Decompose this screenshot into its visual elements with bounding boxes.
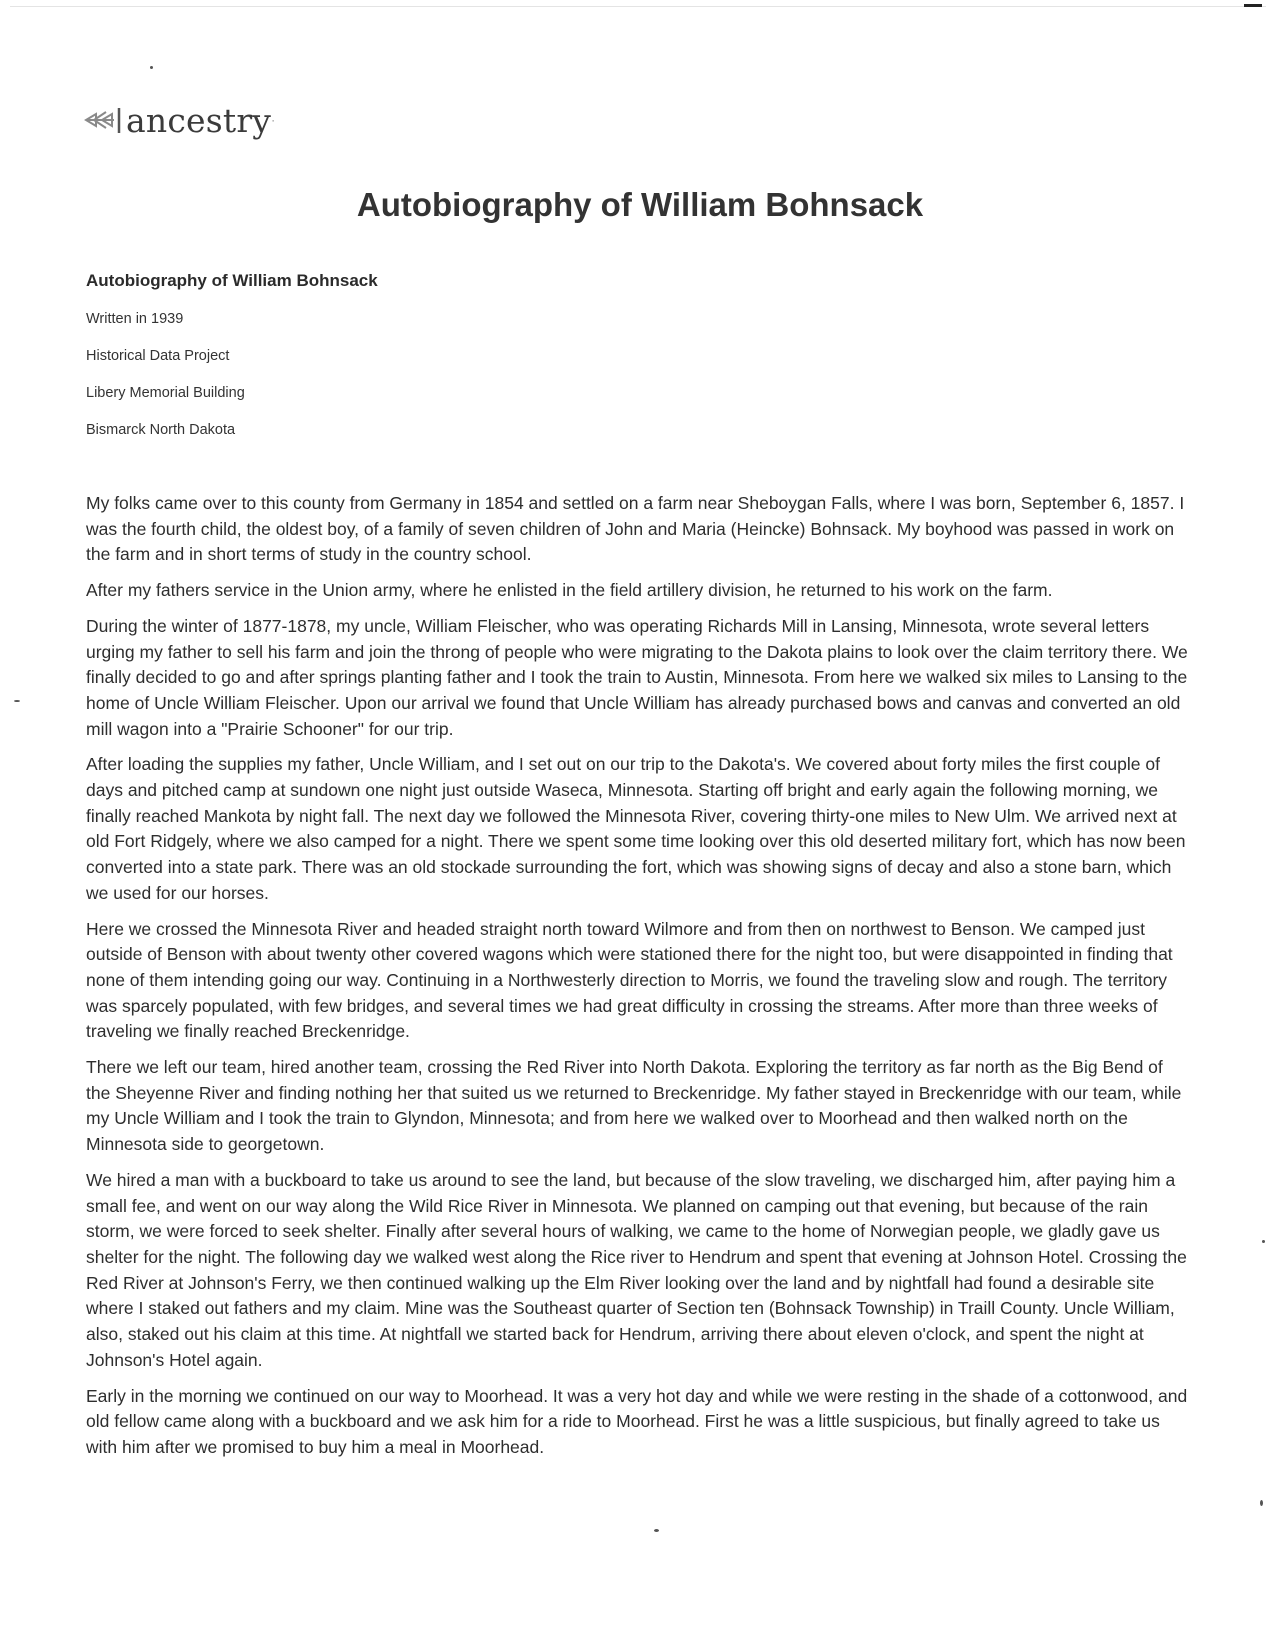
paragraph: We hired a man with a buckboard to take us around to see the land, but because of the slow traveling, we discharged him, after paying him a small fee, and went on our way along the Wild Rice River in Minnesota. We planned on camping out that evening, but because of the rain storm, we were forced to seek shelter. Finally after several hours of walking, we came to the home of Norwegian people, we gladly gave us shelter for the night. The following day we walked west along the Rice river to Hendrum and spent that evening at Johnson Hotel. Crossing the Red River at Johnson's Ferry, we then continued walking up the Elm River looking over the land and by nightfall had found a desirable site where I staked out fathers and my claim. Mine was the Southeast quarter of Section ten (Bohnsack Township) in Traill County. Uncle William, also, staked out his claim at this time. At nightfall we started back for Hendrum, arriving there about eleven o'clock, and spent the night at Johnson's Hotel again. bbox=[86, 1169, 1187, 1370]
paragraph: Here we crossed the Minnesota River and headed straight north toward Wilmore and from then on northwest to Benson. We camped just outside of Benson with about twenty other covered wagons which were stationed there for the night too, but were disappointed in finding that none of them intending going our way. Continuing in a Northwesterly direction to Morris, we found the traveling slow and rough. The territory was sparcely populated, with few bridges, and several times we had great difficulty in crossing the streams. After more than three weeks of traveling we finally reached Breckenridge. bbox=[86, 918, 1173, 1042]
meta-project: Historical Data Project bbox=[86, 348, 230, 364]
scan-corner-mark bbox=[1244, 4, 1262, 7]
meta-written: Written in 1939 bbox=[86, 311, 184, 327]
paragraph: After loading the supplies my father, Uncle William, and I set out on our trip to the Dakota's. We covered about forty miles the first couple of days and pitched camp at sundown one night just outside Waseca, Minnesota. Starting off bright and early again the following morning, we finally reached Mankota by night fall. The next day we followed the Minnesota River, covering thirty-one miles to New Ulm. We arrived next at old Fort Ridgely, where we also camped for a night. There we spent some time looking over this old deserted military fort, which has now been converted into a state park. There was an old stockade surrounding the fort, which was showing signs of decay and also a stone barn, which we used for our horses. bbox=[86, 754, 1186, 903]
document-meta bbox=[86, 271, 1186, 458]
brand-name: ancestry bbox=[126, 100, 272, 140]
paragraph: After my fathers service in the Union army, where he enlisted in the field artillery division, he returned to his work on the farm. bbox=[86, 580, 1053, 601]
document-body bbox=[86, 491, 1190, 1471]
brand-dot: · bbox=[271, 113, 276, 127]
ancestry-logo bbox=[84, 98, 275, 142]
page-title: Autobiography of William Bohnsack bbox=[356, 186, 924, 223]
paragraph: During the winter of 1877-1878, my uncle, William Fleischer, who was operating Richards Mill in Lansing, Minnesota, wrote several letters urging my father to sell his farm and join the throng of people who were migrating to the Dakota plains to look over the claim territory there. We finally decided to go and after springs planting father and I took the train to Austin, Minnesota. From here we walked six miles to Lansing to the home of Uncle William Fleischer. Upon our arrival we found that Uncle William has already purchased bows and canvas and converted an old mill wagon into a "Prairie Schooner" for our trip. bbox=[86, 615, 1188, 739]
ancestry-leaf-icon bbox=[84, 105, 124, 135]
scan-speck bbox=[1262, 1240, 1265, 1243]
paragraph: There we left our team, hired another team, crossing the Red River into North Dakota. Exploring the territory as far north as the Big Bend of the Sheyenne River and finding nothing her that suited us we returned to Breckenridge. My father stayed in Breckenridge with our team, while my Uncle William and I took the train to Glyndon, Minnesota; and from here we walked over to Moorhead and then walked north on the Minnesota side to georgetown. bbox=[86, 1057, 1182, 1155]
meta-building: Libery Memorial Building bbox=[86, 385, 245, 401]
paragraph: My folks came over to this county from Germany in 1854 and settled on a farm near Sheboygan Falls, where I was born, September 6, 1857. I was the fourth child, the oldest boy, of a family of seven children of John and Maria (Heincke) Bohnsack. My boyhood was passed in work on the farm and in short terms of study in the country school. bbox=[86, 493, 1185, 565]
scan-speck bbox=[14, 700, 20, 702]
scan-speck bbox=[1260, 1500, 1263, 1506]
meta-location: Bismarck North Dakota bbox=[86, 422, 236, 438]
document-heading: Autobiography of William Bohnsack bbox=[86, 271, 378, 290]
scan-speck bbox=[150, 66, 153, 69]
paragraph: Early in the morning we continued on our way to Moorhead. It was a very hot day and while we were resting in the shade of a cottonwood, and old fellow came along with a buckboard and we ask him for a ride to Moorhead. First he was a little suspicious, but finally agreed to take us with him after we promised to buy him a meal in Moorhead. bbox=[86, 1385, 1188, 1457]
scan-top-edge bbox=[10, 6, 1266, 7]
scan-speck bbox=[654, 1529, 659, 1532]
